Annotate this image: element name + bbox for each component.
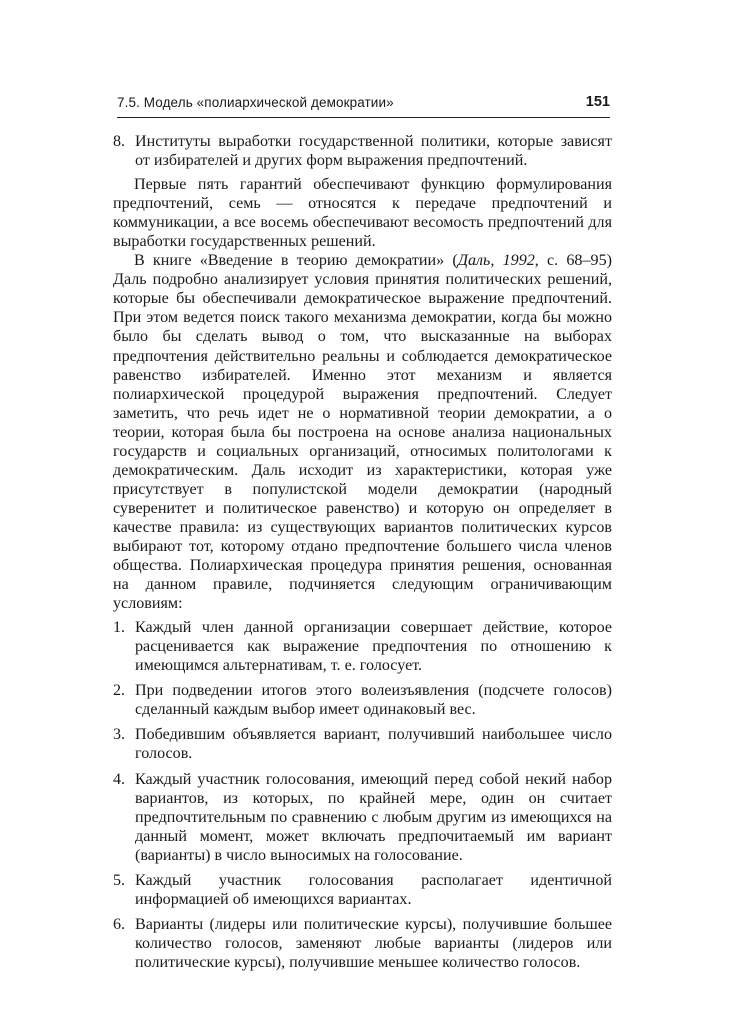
list-item (113, 770, 612, 865)
list-item (113, 871, 612, 909)
section-title: 7.5. Модель «полиархической демократии» (117, 95, 394, 110)
list-item-text: Победившим объявляется вариант, получивший наибольшее число голосов. (135, 726, 612, 763)
page-number: 151 (585, 94, 610, 110)
list-item-text: Варианты (лидеры или политические курсы), получившие большее количество голосов, заменяют любые варианты (лидеров или политические курсы), получившие меньшее количество голосов. (135, 915, 612, 971)
list-item-number: 1. (113, 619, 126, 637)
list-item-number: 8. (113, 133, 126, 150)
running-header (117, 95, 610, 117)
list-item (113, 915, 612, 972)
list-item-text: Каждый участник голосования, имеющий перед собой некий набор вариантов, из которых, по крайней мере, один он считает предпочтительным по сравнению с любым другим из имеющихся на данный момент, может включать предпочитаемый им вариант (варианты) в число выносимых на голосование. (135, 770, 612, 864)
list-item-number: 6. (113, 915, 126, 933)
list-item-number: 3. (113, 726, 126, 744)
list-item (113, 618, 612, 675)
paragraph-guarantees-summary: Первые пять гарантий обеспечивают функцию формулирования предпочтений, семь — относятся к передаче предпочтений и коммуникации, а все восемь обеспечивают весомость предпочтений для выработки государственных решений. (113, 176, 612, 251)
citation-author-year: Даль, 1992 (457, 252, 535, 270)
list-item-number: 5. (113, 871, 126, 889)
body-text (113, 132, 612, 972)
paragraph-dahl-analysis (113, 251, 612, 613)
paragraph-text-start: В книге «Введение в теорию демократии» ( (134, 252, 458, 270)
paragraph-text-rest: , с. 68–95) Даль подробно анализирует условия принятия политических решений, которые бы обеспечивали демократическое выражение предпочтений. При этом ведется поиск такого механизма демократии, когда бы можно было бы сделать вывод о том, что высказанные на выборах предпочтения действительно реальны и соблюдается демократическое равенство избирателей. Именно этот механизм и является полиархической процедурой выражения предпочтений. Следует заметить, что речь идет не о нормативной теории демократии, а о теории, которая была бы построена на основе анализа национальных государств и социальных организаций, относимых политологами к демократическим. Даль исходит из характеристики, которая уже присутствует в популистской модели демократии (народный суверенитет и политическое равенство) и которую он определяет в качестве правила: из существующих вариантов политических курсов выбирают тот, которому отдано предпочтение большего числа членов общества. Полиархическая процедура принятия решения, основанная на данном правиле, подчиняется следующим ограничивающим условиям: (113, 252, 612, 613)
list-item-number: 2. (113, 682, 126, 700)
list-item-text: При подведении итогов этого волеизъявления (подсчете голосов) сделанный каждым выбор имеет одинаковый вес. (135, 682, 612, 719)
guarantees-list-continued (113, 132, 612, 170)
list-item (113, 681, 612, 719)
list-item-text: Каждый член данной организации совершает действие, которое расценивается как выражение предпочтения по отношению к имеющимся альтернативам, т. е. голосует. (135, 619, 612, 675)
header-rule (117, 117, 610, 118)
list-item (113, 725, 612, 763)
list-item (113, 132, 612, 170)
list-item-text: Каждый участник голосования располагает идентичной информацией об имеющихся вариантах. (135, 871, 612, 908)
conditions-list (113, 618, 612, 972)
list-item-text: Институты выработки государственной политики, которые зависят от избирателей и других форм выражения предпочтений. (135, 133, 612, 170)
list-item-number: 4. (113, 770, 126, 788)
